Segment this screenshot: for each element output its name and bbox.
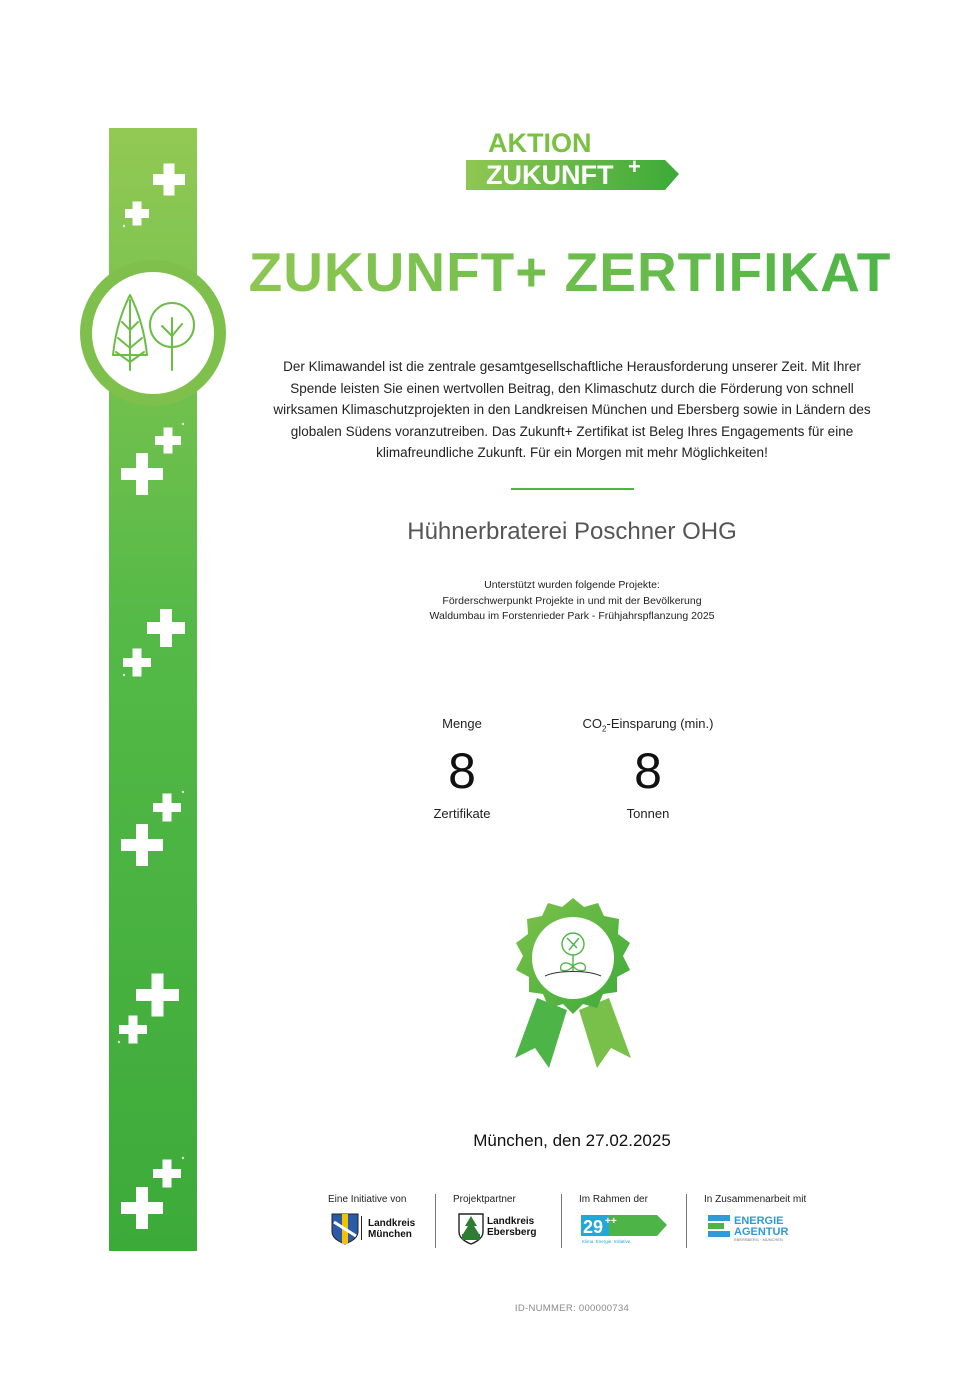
svg-text:AKTION: AKTION [488, 128, 592, 158]
project-item: Waldumbau im Forstenrieder Park - Frühjahrspflanzung 2025 [429, 610, 715, 622]
partners-row [0, 1194, 980, 1254]
co2-value: 8 [634, 743, 662, 799]
co2-label: $CO_2$-Einsparung (min.) [582, 716, 714, 734]
quantity-label: Menge [442, 716, 482, 731]
projects-heading: Unterstützt wurden folgende Projekte: [484, 579, 660, 591]
quantity-stat [362, 716, 562, 821]
project-item: Förderschwerpunkt Projekte in und mit der Bevölkerung [442, 594, 702, 607]
trees-medallion [80, 260, 226, 406]
id-number: ID-NUMMER: 000000734 [514, 1303, 630, 1314]
co2-stat [548, 716, 748, 821]
partner-label: Projektpartner [453, 1194, 516, 1205]
svg-text:AGENTUR: AGENTUR [734, 1226, 789, 1238]
quantity-unit: Zertifikate [433, 806, 491, 821]
energieagentur-logo [706, 1213, 802, 1243]
svg-text:ZUKUNFT: ZUKUNFT [486, 160, 614, 190]
separator [686, 1194, 687, 1248]
projects-block [272, 578, 872, 625]
separator [561, 1194, 562, 1248]
svg-text:EBERSBERG · MÜNCHEN: EBERSBERG · MÜNCHEN [734, 1237, 783, 1242]
partner-projektpartner [453, 1194, 563, 1250]
partner-label: In Zusammenarbeit mit [704, 1194, 807, 1205]
issue-date: München, den 27.02.2025 [473, 1131, 671, 1150]
award-rosette-icon [505, 898, 641, 1078]
partner-rahmen [579, 1194, 679, 1250]
co2-unit: Tonnen [626, 806, 670, 821]
svg-text:29: 29 [583, 1217, 604, 1237]
separator [435, 1194, 436, 1248]
svg-text:+: + [628, 154, 641, 179]
partner-zusammenarbeit [704, 1194, 834, 1250]
partner-label: Im Rahmen der [579, 1194, 648, 1205]
partner-logo-text: Landkreis München [368, 1218, 416, 1240]
landkreis-muenchen-crest-icon [330, 1212, 360, 1246]
intro-text: Der Klimawandel ist die zentrale gesamtgesellschaftliche Herausforderung unserer Zeit. Mit Ihrer Spende leisten Sie einen wertvollen Beitrag, den Klimaschutz durch die Förderung von schnell wirksamen Klimaschutzprojekten in den Landkreisen München und Ebersberg sowie in Ländern des globalen Südens voranzutreiben. Das Zukunft+ Zertifikat ist Beleg Ihres Engagements für eine klimafreundliche Zukunft. Für ein Morgen mit mehr Möglichkeiten! [273, 359, 871, 460]
29plusplus-logo [579, 1214, 669, 1244]
landkreis-ebersberg-crest-icon [458, 1212, 484, 1246]
aktion-zukunft-logo [460, 124, 690, 194]
partner-logo-text: Landkreis Ebersberg [487, 1216, 537, 1238]
certificate-title: ZUKUNFT+ ZERTIFIKAT [240, 240, 900, 304]
svg-text:Klima. Energie. Initiative.: Klima. Energie. Initiative. [582, 1239, 632, 1244]
quantity-value: 8 [448, 743, 476, 799]
divider [511, 488, 634, 490]
company-name: Hühnerbraterei Poschner OHG [407, 518, 737, 545]
partner-label: Eine Initiative von [328, 1194, 407, 1205]
svg-text:++: ++ [605, 1216, 617, 1227]
trees-icon [80, 260, 226, 406]
partner-initiative [328, 1194, 433, 1250]
svg-text:ENERGIE: ENERGIE [734, 1215, 784, 1227]
